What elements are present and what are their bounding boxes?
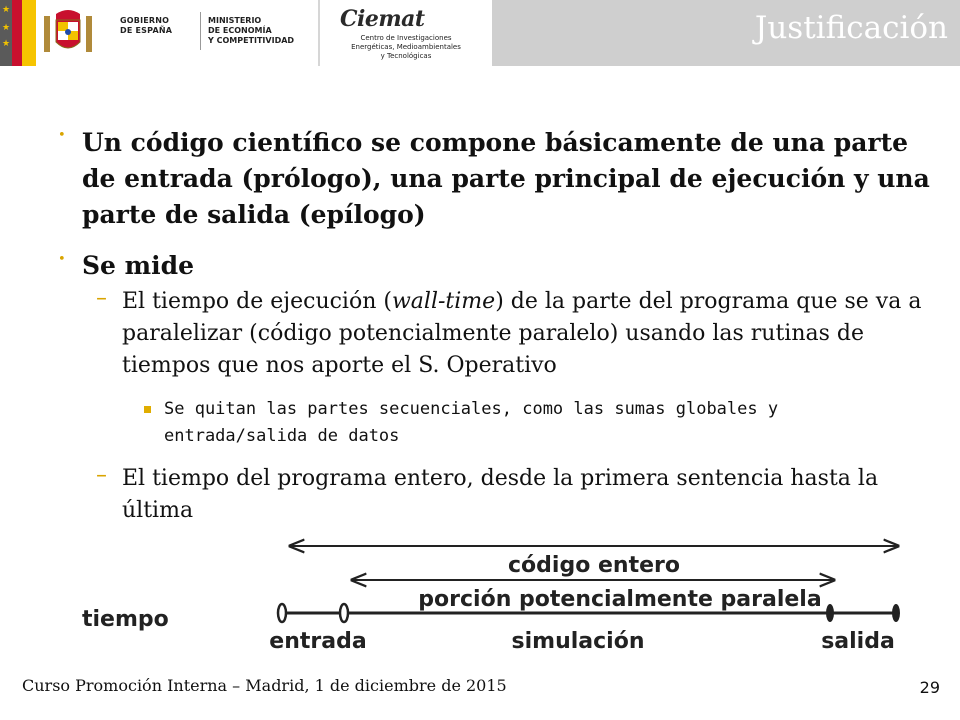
bullet-code-structure: Un código científico se compone básicamente de una parte de entrada (prólogo), una parte principal de ejecución y una parte de salida (epílogo) bbox=[82, 128, 930, 229]
government-label: GOBIERNO DE ESPAÑA bbox=[120, 16, 173, 35]
timeline-end-marker bbox=[892, 604, 900, 622]
slide-title: Justificación bbox=[754, 10, 948, 46]
parallel-end-marker bbox=[826, 604, 834, 622]
timing-diagram bbox=[60, 530, 960, 670]
square-bullet-icon bbox=[144, 406, 151, 413]
footer-text: Curso Promoción Interna – Madrid, 1 de diciembre de 2015 bbox=[22, 676, 507, 695]
whole-code-label: código entero bbox=[508, 553, 680, 578]
ciemat-logo: Ciemat bbox=[340, 6, 425, 32]
simulacion-label: simulación bbox=[511, 629, 645, 654]
ministry-label: MINISTERIO DE ECONOMÍA Y COMPETITIVIDAD bbox=[208, 16, 295, 45]
sub-bullet-execution-time: El tiempo de ejecución (wall-time) de la parte del programa que se va a paralelizar (código potencialmente paralelo) usando las rutinas de tiempos que nos aporte el S. Operativo bbox=[122, 289, 922, 378]
bullet-se-mide: Se mide bbox=[82, 251, 194, 280]
star-icon: ★ bbox=[2, 23, 11, 33]
timeline-start-marker bbox=[278, 604, 286, 622]
page-number: 29 bbox=[919, 678, 940, 697]
sub-sub-bullet-remove-sequential: Se quitan las partes secuenciales, como las sumas globales y entrada/salida de datos bbox=[164, 399, 779, 446]
entrada-label: entrada bbox=[269, 629, 367, 654]
dash-bullet-icon: – bbox=[96, 463, 107, 488]
sub-bullet-whole-program: El tiempo del programa entero, desde la primera sentencia hasta la última bbox=[122, 466, 879, 523]
bullet-dot-icon: • bbox=[58, 252, 66, 267]
salida-label: salida bbox=[821, 629, 895, 654]
ciemat-subtitle: Centro de Investigaciones Energéticas, Medioambientales y Tecnológicas bbox=[351, 34, 461, 60]
star-icon: ★ bbox=[2, 5, 11, 15]
bullet-dot-icon: • bbox=[58, 128, 66, 143]
tiempo-label: tiempo bbox=[82, 607, 169, 632]
parallel-portion-label: porción potencialmente paralela bbox=[418, 587, 822, 612]
parallel-start-marker bbox=[340, 604, 348, 622]
dash-bullet-icon: – bbox=[96, 286, 107, 311]
star-icon: ★ bbox=[2, 39, 11, 49]
